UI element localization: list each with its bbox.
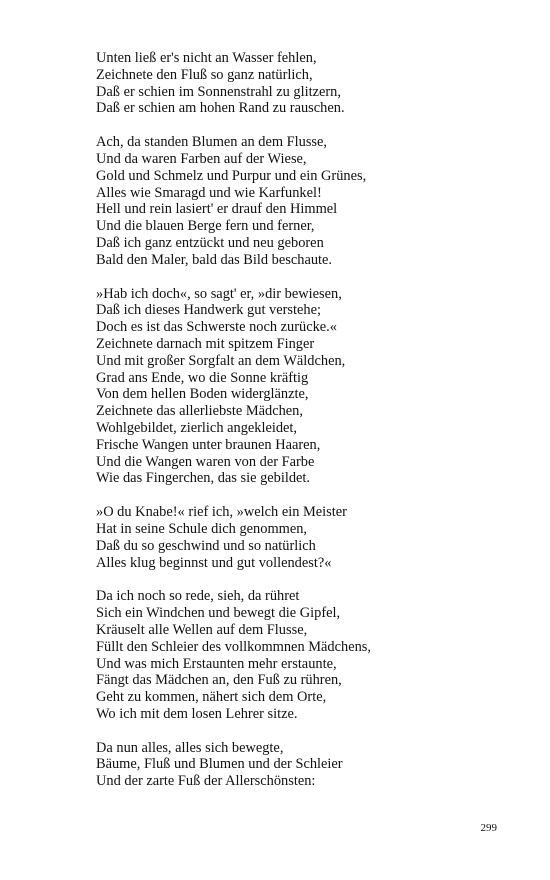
- poem-line: Gold und Schmelz und Purpur und ein Grünes,: [96, 167, 367, 184]
- stanza: [96, 50, 496, 117]
- poem-line: Daß ich ganz entzückt und neu geboren: [96, 234, 324, 251]
- poem-line: Hat in seine Schule dich genommen,: [96, 520, 308, 537]
- poem-line: Und da waren Farben auf der Wiese,: [96, 150, 307, 167]
- poem-line: Zeichnete den Fluß so ganz natürlich,: [96, 66, 313, 83]
- poem-line: Von dem hellen Boden widerglänzte,: [96, 386, 309, 403]
- poem-line: Da nun alles, alles sich bewegte,: [96, 739, 284, 756]
- stanza: [96, 134, 496, 268]
- poem-line: Unten ließ er's nicht an Wasser fehlen,: [96, 50, 317, 66]
- poem-text: [96, 50, 496, 807]
- poem-line: Daß du so geschwind und so natürlich: [96, 537, 316, 554]
- poem-line: Alles wie Smaragd und wie Karfunkel!: [96, 184, 322, 201]
- poem-line: Sich ein Windchen und bewegt die Gipfel,: [96, 605, 341, 622]
- poem-line: Und was mich Erstaunten mehr erstaunte,: [96, 655, 337, 672]
- poem-line: Daß ich dieses Handwerk gut verstehe;: [96, 302, 321, 319]
- poem-line: Und die Wangen waren von der Farbe: [96, 453, 315, 470]
- poem-line: Alles klug beginnst und gut vollendest?«: [96, 554, 332, 571]
- stanza: [96, 588, 496, 722]
- poem-line: Und mit großer Sorgfalt an dem Wäldchen,: [96, 352, 346, 369]
- poem-line: »O du Knabe!« rief ich, »welch ein Meister: [96, 504, 347, 521]
- poem-line: Füllt den Schleier des vollkommnen Mädchens,: [96, 638, 371, 655]
- poem-line: Doch es ist das Schwerste noch zurücke.«: [96, 319, 337, 336]
- poem-line: Hell und rein lasiert' er drauf den Himmel: [96, 201, 338, 218]
- poem-line: Zeichnete darnach mit spitzem Finger: [96, 335, 315, 352]
- poem-line: Wohlgebildet, zierlich angekleidet,: [96, 419, 298, 436]
- poem-line: Und die blauen Berge fern und ferner,: [96, 218, 315, 235]
- poem-line: Und der zarte Fuß der Allerschönsten:: [96, 773, 316, 790]
- stanza: [96, 504, 496, 571]
- poem-line: Wie das Fingerchen, das sie gebildet.: [96, 470, 311, 487]
- poem-line: Frische Wangen unter braunen Haaren,: [96, 436, 321, 453]
- poem-line: Grad ans Ende, wo die Sonne kräftig: [96, 369, 309, 386]
- poem-line: »Hab ich doch«, so sagt' er, »dir bewiesen,: [96, 285, 342, 302]
- page-number: 299: [480, 822, 497, 834]
- poem-line: Zeichnete das allerliebste Mädchen,: [96, 403, 303, 420]
- poem-line: Daß er schien am hohen Rand zu rauschen.: [96, 100, 345, 117]
- poem-line: Da ich noch so rede, sieh, da rühret: [96, 588, 300, 605]
- poem-line: Daß er schien im Sonnenstrahl zu glitzern,: [96, 83, 341, 100]
- poem-line: Wo ich mit dem losen Lehrer sitze.: [96, 705, 298, 722]
- stanza: [96, 740, 496, 790]
- poem-line: Geht zu kommen, nähert sich dem Orte,: [96, 689, 327, 706]
- poem-line: Bäume, Fluß und Blumen und der Schleier: [96, 756, 343, 773]
- poem-line: Kräuselt alle Wellen auf dem Flusse,: [96, 621, 308, 638]
- poem-line: Ach, da standen Blumen an dem Flusse,: [96, 134, 328, 151]
- stanza: [96, 286, 496, 488]
- poem-line: Fängt das Mädchen an, den Fuß zu rühren,: [96, 672, 342, 689]
- poem-line: Bald den Maler, bald das Bild beschaute.: [96, 251, 333, 268]
